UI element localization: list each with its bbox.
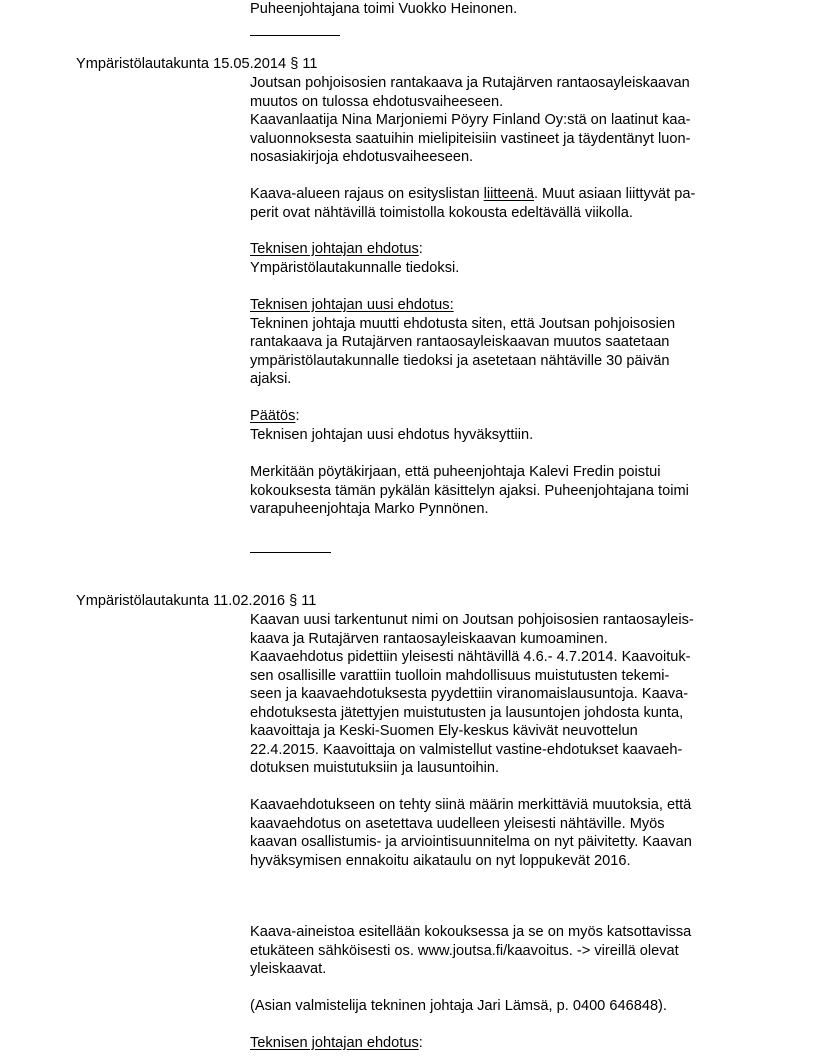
text-line: kokouksesta tämän pykälän käsittelyn ajaksi. Puheenjohtajana toimi <box>250 482 689 499</box>
section-2016-changes <box>250 796 750 870</box>
section-2014-decision <box>250 407 750 444</box>
text-line: kaavoittaja ja Keski-Suomen Ely-keskus kävivät neuvottelun <box>250 723 638 739</box>
text-line: Kaava-aineistoa esitellään kokouksessa ja se on myös katsottavissa <box>250 924 692 940</box>
decision-heading <box>250 407 750 426</box>
text-line: ajaksi. <box>250 371 292 387</box>
text-line: Kaavaehdotus pidettiin yleisesti nähtävillä 4.6.- 4.7.2014. Kaavoituk- <box>250 649 691 665</box>
text-line: ehdotuksesta jätettyjen muistutusten ja lausuntojen johdosta kunta, <box>250 704 684 721</box>
section-divider <box>250 35 340 36</box>
decision-text: Teknisen johtajan uusi ehdotus hyväksyttiin. <box>250 426 534 443</box>
section-heading-2014: Ympäristölautakunta 15.05.2014 § 11 <box>76 56 318 72</box>
decision-label: Päätös <box>250 408 296 424</box>
proposal-text: Ympäristölautakunnalle tiedoksi. <box>250 259 460 276</box>
section-divider <box>250 552 331 553</box>
text-line: Kaavanlaatija Nina Marjoniemi Pöyry Finland Oy:stä on laatinut kaa- <box>250 112 691 128</box>
text-line: Joutsan pohjoisosien rantakaava ja Rutajärven rantaosayleiskaavan <box>250 75 690 91</box>
proposal-heading <box>250 1034 750 1053</box>
proposal-label: Teknisen johtajan ehdotus <box>250 1035 419 1051</box>
section-2016-material <box>250 923 750 979</box>
attachment-link[interactable]: liitteenä <box>483 186 534 202</box>
section-2014-intro <box>250 74 750 167</box>
text-line: kaavaehdotus on asetettava uudelleen yleisesti nähtäville. Myös <box>250 815 665 832</box>
preparer-text: (Asian valmistelija tekninen johtaja Jari Lämsä, p. 0400 646848). <box>250 998 667 1014</box>
section-2014-attachment <box>250 185 750 222</box>
text-fragment: Kaava-alueen rajaus on esityslistan <box>250 186 484 202</box>
text-line: kaava ja Rutajärven rantaosayleiskaavan kumoaminen. <box>250 630 608 647</box>
decision-colon: : <box>295 408 300 424</box>
section-2016-intro <box>250 611 750 778</box>
proposal-colon: : <box>418 1035 423 1051</box>
section-2014-note <box>250 463 750 519</box>
proposal-label: Teknisen johtajan ehdotus <box>250 241 419 257</box>
text-line: ympäristölautakunnalle tiedoksi ja asetetaan nähtäville 30 päivän <box>250 352 670 369</box>
proposal-heading <box>250 240 750 259</box>
previous-section-closing-line: Puheenjohtajana toimi Vuokko Heinonen. <box>250 1 518 17</box>
text-line: etukäteen sähköisesti os. www.joutsa.fi/kaavoitus. -> vireillä olevat <box>250 942 679 959</box>
text-line: dotuksen muistutuksiin ja lausuntoihin. <box>250 760 500 776</box>
section-2016-preparer <box>250 997 750 1016</box>
text-line: varapuheenjohtaja Marko Pynnönen. <box>250 501 489 517</box>
text-line: nosasiakirjoja ehdotusvaiheeseen. <box>250 149 474 165</box>
new-proposal-label: Teknisen johtajan uusi ehdotus: <box>250 297 454 313</box>
text-line: 22.4.2015. Kaavoittaja on valmistellut vastine-ehdotukset kaavaeh- <box>250 741 683 758</box>
text-line: kaavan osallistumis- ja arviointisuunnitelma on nyt päivitetty. Kaavan <box>250 834 692 850</box>
text-line: yleiskaavat. <box>250 961 327 977</box>
text-line: Merkitään pöytäkirjaan, että puheenjohtaja Kalevi Fredin poistui <box>250 464 661 480</box>
attachment-line <box>250 185 750 204</box>
text-line: sen osallisille varattiin tuolloin mahdollisuus muistutusten tekemi- <box>250 667 670 684</box>
text-line: rantakaava ja Rutajärven rantaosayleiskaavan muutos saatetaan <box>250 334 670 350</box>
text-line: Kaavan uusi tarkentunut nimi on Joutsan pohjoisosien rantaosayleis- <box>250 612 694 628</box>
section-2016-proposal <box>250 1034 750 1053</box>
text-line: muutos on tulossa ehdotusvaiheeseen. <box>250 93 504 110</box>
proposal-colon: : <box>418 241 423 257</box>
text-line: hyväksymisen ennakoitu aikataulu on nyt loppukevät 2016. <box>250 852 631 869</box>
section-2014-new-proposal <box>250 296 750 389</box>
section-2014-proposal <box>250 240 750 277</box>
text-line: seen ja kaavaehdotuksesta pyydettiin viranomaislausuntoja. Kaava- <box>250 686 689 702</box>
text-line: Kaavaehdotukseen on tehty siinä määrin merkittäviä muutoksia, että <box>250 797 692 813</box>
text-line: valuonnoksesta saatuihin mielipiteisiin vastineet ja täydentänyt luon- <box>250 130 691 147</box>
text-line: Tekninen johtaja muutti ehdotusta siten, että Joutsan pohjoisosien <box>250 315 676 332</box>
section-heading-2016: Ympäristölautakunta 11.02.2016 § 11 <box>76 593 317 609</box>
text-fragment: . Muut asiaan liittyvät pa- <box>533 186 696 202</box>
text-line: perit ovat nähtävillä toimistolla kokousta edeltävällä viikolla. <box>250 204 633 221</box>
